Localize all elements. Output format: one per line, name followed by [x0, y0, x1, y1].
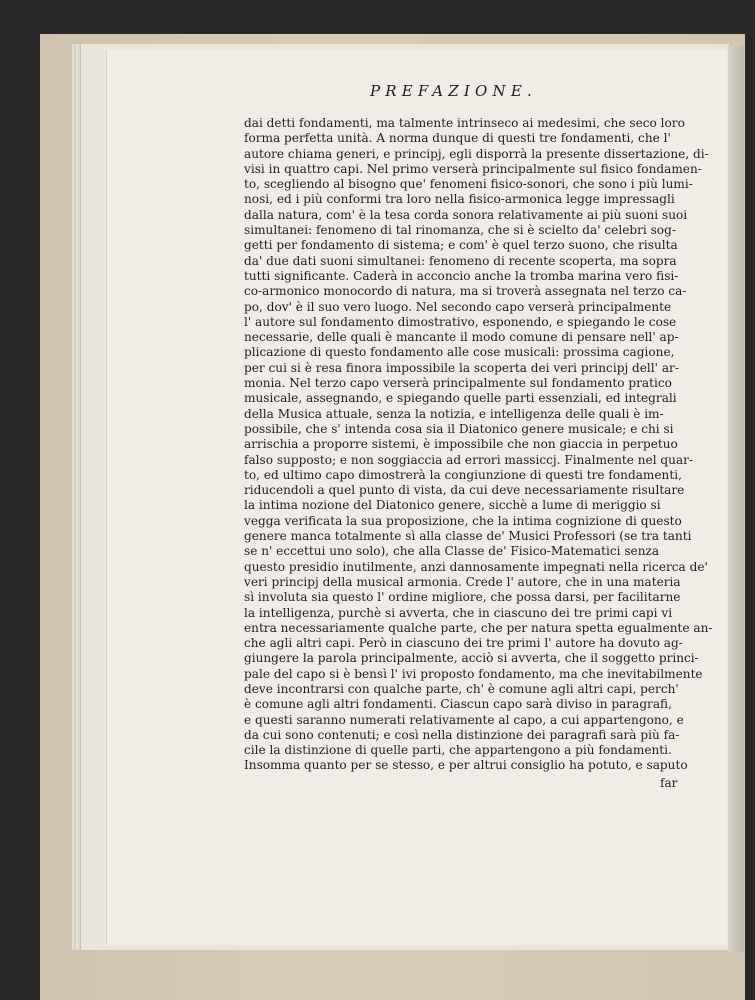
text-line: arrischia a proporre sistemi, è impossibile che non giaccia in perpetuo — [244, 437, 678, 452]
text-line: to, scegliendo al bisogno que' fenomeni fisico-sonori, che sono i più lumi- — [244, 177, 693, 192]
text-line: deve incontrarsi con qualche parte, ch' è comune agli altri capi, perch' — [244, 681, 679, 696]
text-line: da' due dati suoni simultanei: fenomeno di recente scoperta, ma sopra — [244, 253, 677, 268]
text-line: veri principj della musical armonia. Crede l' autore, che in una materia — [244, 574, 681, 589]
text-line: riducendoli a quel punto di vista, da cui deve necessariamente risultare — [244, 483, 685, 498]
text-line: plicazione di questo fondamento alle cose musicali: prossima cagione, — [244, 345, 675, 360]
text-line: getti per fondamento di sistema; e com' è quel terzo suono, che risulta — [244, 238, 678, 253]
text-line: visi in quattro capi. Nel primo verserà principalmente sul fisico fondamen- — [244, 161, 702, 176]
text-line: necessarie, delle quali è mancante il modo comune di pensare nell' ap- — [244, 330, 679, 345]
text-line: pale del capo si è bensì l' ivi proposto fondamento, ma che inevitabilmente — [244, 666, 703, 681]
text-line: cile la distinzione di quelle parti, che appartengono a più fondamenti. — [244, 743, 672, 758]
text-line: la intima nozione del Diatonico genere, sicchè a lume di meriggio si — [244, 498, 661, 513]
text-line: dalla natura, com' è la tesa corda sonora relativamente ai più suoni suoi — [244, 207, 688, 222]
text-line: possibile, che s' intenda cosa sia il Diatonico genere musicale; e chi si — [244, 421, 674, 436]
text-line: se n' eccettui uno solo), che alla Classe de' Fisico-Matematici senza — [244, 544, 660, 559]
text-line: è comune agli altri fondamenti. Ciascun capo sarà diviso in paragrafi, — [244, 697, 672, 712]
text-line: questo presidio inutilmente, anzi dannosamente impegnati nella ricerca de' — [244, 559, 708, 574]
catchword: far — [660, 776, 678, 790]
text-line: da cui sono contenuti; e così nella distinzione dei paragrafi sarà più fa- — [244, 727, 680, 742]
text-line: genere manca totalmente sì alla classe de' Musici Professori (se tra tanti — [244, 529, 692, 544]
text-line: falso supposto; e non soggiaccia ad errori massiccj. Finalmente nel quar- — [244, 452, 694, 467]
text-line: nosi, ed i più conformi tra loro nella fisico-armonica legge impressagli — [244, 192, 675, 207]
text-line: Insomma quanto per se stesso, e per altrui consiglio ha potuto, e saputo — [244, 758, 688, 773]
text-line: entra necessariamente qualche parte, che per natura spetta egualmente an- — [244, 620, 713, 635]
text-line: della Musica attuale, senza la notizia, e intelligenza delle quali è im- — [244, 406, 664, 421]
text-line: che agli altri capi. Però in ciascuno dei tre primi l' autore ha dovuto ag- — [244, 636, 683, 651]
text-line: vegga verificata la sua proposizione, che la intima cognizione di questo — [244, 513, 682, 528]
text-line: co-armonico monocordo di natura, ma si troverà assegnata nel terzo ca- — [244, 284, 687, 299]
text-line: to, ed ultimo capo dimostrerà la congiunzione di questi tre fondamenti, — [244, 467, 682, 482]
text-line: po, dov' è il suo vero luogo. Nel secondo capo verserà principalmente — [244, 299, 672, 314]
text-line: autore chiama generi, e principj, egli disporrà la presente dissertazione, di- — [244, 146, 709, 161]
text-line: sì involuta sia questo l' ordine migliore, che possa darsi, per facilitarne — [244, 590, 681, 605]
text-line: e questi saranno numerati relativamente al capo, a cui appartengono, e — [244, 712, 684, 727]
text-line: forma perfetta unità. A norma dunque di questi tre fondamenti, che l' — [244, 131, 671, 146]
text-line: simultanei: fenomeno di tal rinomanza, che si è scielto da' celebri sog- — [244, 223, 676, 238]
right-page-edge — [728, 46, 744, 952]
running-head: PREFAZIONE. — [370, 82, 537, 100]
text-line: monia. Nel terzo capo verserà principalmente sul fondamento pratico — [244, 376, 672, 391]
body-text — [244, 116, 714, 774]
text-line: dai detti fondamenti, ma talmente intrinseco ai medesimi, che seco loro — [244, 116, 685, 130]
text-line: tutti significante. Caderà in acconcio anche la tromba marina vero fisi- — [244, 268, 679, 283]
text-line: per cui si è resa finora impossibile la scoperta dei veri principj dell' ar- — [244, 360, 679, 375]
text-line: musicale, assegnando, e spiegando quelle parti essenziali, ed integrali — [244, 391, 677, 406]
text-line: la intelligenza, purchè si avverta, che in ciascuno dei tre primi capi vi — [244, 605, 673, 620]
text-line: giungere la parola principalmente, acciò si avverta, che il soggetto princi- — [244, 651, 699, 666]
text-line: l' autore sul fondamento dimostrativo, esponendo, e spiegando le cose — [244, 314, 677, 329]
